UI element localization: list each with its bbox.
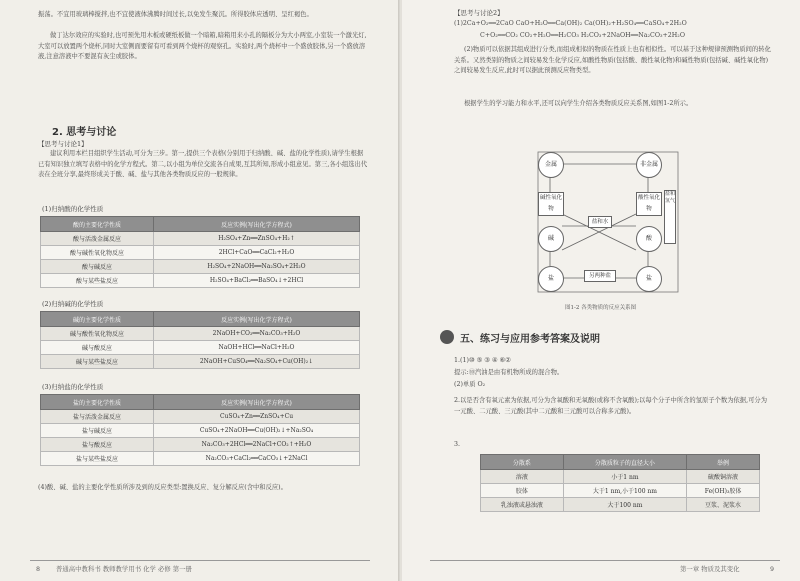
table-cell: 盐与活泼金属反应 — [41, 410, 154, 424]
footer-page-number-right: 9 — [770, 565, 775, 573]
table-cell: 碱与某些盐反应 — [41, 355, 154, 369]
node-basic-oxide: 碱性氧化物 — [538, 192, 564, 216]
table-cell: H₂SO₄+BaCl₂══BaSO₄↓+2HCl — [154, 274, 360, 288]
table-header: 反应实例(写出化学方程式) — [154, 217, 360, 232]
node-salt-left: 盐 — [538, 266, 564, 292]
table-header: 举例 — [687, 455, 760, 470]
node-salt-right: 盐 — [636, 266, 662, 292]
table-cell: 酸与碱性氧化物反应 — [41, 246, 154, 260]
node-acidic-oxide: 酸性氧化物 — [636, 192, 662, 216]
equation-line-2: C+O₂══CO₂ CO₂+H₂O══H₂CO₃ H₂CO₃+2NaOH══Na₂CO₃+2H₂O — [480, 32, 685, 39]
footer-chapter-title: 第一章 物质及其变化 — [680, 565, 740, 573]
paragraph-tyndall: 做丁达尔效应的实验时,也可预先用木板或硬纸板做一个暗箱,暗箱用来小孔的隔板分为大小两室,小室装一个激光灯,大室可以放置两个烧杯,同时大室侧面要留有可看到两个烧杯的观察孔。实验时,两个烧杯中一个盛放胶体,另一个盛放溶液,注意溶液中不要混有灰尘或胶体。 — [38, 32, 367, 60]
base-properties-table — [40, 311, 360, 369]
discussion-label-1: 【思考与讨论1】 — [38, 140, 88, 148]
table-cell: 酸与碱反应 — [41, 260, 154, 274]
table-cell: 酸与活泼金属反应 — [41, 232, 154, 246]
table-row — [41, 260, 360, 274]
table-cell: NaOH+HCl══NaCl+H₂O — [154, 341, 360, 355]
table-cell: 硫酸铜溶液 — [687, 470, 760, 484]
table-row — [41, 246, 360, 260]
node-nonmetal: 非金属 — [636, 152, 662, 178]
node-side-label: 盐和氢气 — [664, 190, 676, 244]
footer-rule-right — [430, 560, 780, 561]
table-row — [41, 438, 360, 452]
figure-caption: 图1-2 各类物质的反应关系图 — [565, 305, 637, 311]
node-base: 碱 — [538, 226, 564, 252]
table-cell: 碱与酸性氧化物反应 — [41, 327, 154, 341]
answer-1: 1.(1)⑩ ⑤ ③ ④ ⑥② — [454, 357, 511, 364]
acid-properties-table — [40, 216, 360, 288]
paragraph-colloid-prep: 振荡。不宜用玻璃棒搅拌,也不宜使液体沸腾时间过长,以免发生聚沉。所得胶体应透明、呈红褐色。 — [38, 11, 313, 18]
table-cell: 大于1 nm,小于100 nm — [563, 484, 686, 498]
table-cell: 2HCl+CaO══CaCl₂+H₂O — [154, 246, 360, 260]
node-two-salts: 另两种盐 — [584, 270, 616, 282]
table1-caption: (1)归纳酸的化学性质 — [42, 205, 104, 213]
reaction-relationship-diagram — [536, 150, 686, 300]
table-cell: CuSO₄+2NaOH══Cu(OH)₂↓+Na₂SO₄ — [154, 424, 360, 438]
section-bullet-icon — [440, 330, 454, 344]
answer-2: 2.以是否含有氧元素为依据,可分为含氧酸和无氧酸(或称不含氧酸);以每个分子中所含的氢原子个数为依据,可分为一元酸、二元酸、三元酸(其中二元酸和三元酸可以合称多元酸)。 — [454, 397, 767, 415]
table-cell: 2NaOH+CO₂══Na₂CO₃+H₂O — [154, 327, 360, 341]
table-row — [41, 232, 360, 246]
discussion-text: 建议利用本栏目组织学生活动,可分为三步。第一,提供三个表格(分别用于归纳酸、碱、盐的化学性质),请学生根据已有知识独立填写表格中的化学方程式。第二,以小组为单位交流各自成果,互其所知,形成小组意见。第三,各小组选出代表在全班分享,最终形成关于酸、碱、盐与其他各类物质反应的一般规律。 — [38, 150, 368, 178]
table-cell: 溶液 — [481, 470, 564, 484]
table-cell: 盐与酸反应 — [41, 438, 154, 452]
table-header: 分散系 — [481, 455, 564, 470]
footer-rule — [30, 560, 370, 561]
table-header: 分散质粒子的直径大小 — [563, 455, 686, 470]
table-cell: 豆浆、泥浆水 — [687, 498, 760, 512]
table-cell: H₂SO₄+Zn══ZnSO₄+H₂↑ — [154, 232, 360, 246]
table-cell: Fe(OH)₃胶体 — [687, 484, 760, 498]
paragraph-figure-intro: 根据学生的学习能力和水平,还可以向学生介绍各类物质反应关系图,如图1-2所示。 — [464, 100, 693, 107]
node-salt-water: 盐和水 — [588, 216, 612, 228]
table-row — [41, 355, 360, 369]
table-cell: 碱与酸反应 — [41, 341, 154, 355]
section-title-discussion: 2. 思考与讨论 — [52, 127, 117, 138]
table-cell: 盐与某些盐反应 — [41, 452, 154, 466]
closing-paragraph: (4)酸、碱、盐的主要化学性质所涉及到的反应类型:置换反应、复分解反应(含中和反应)。 — [38, 484, 287, 491]
table-row — [41, 452, 360, 466]
section-title-exercises: 五、练习与应用参考答案及说明 — [460, 334, 600, 345]
table-row — [481, 484, 760, 498]
table-cell: CuSO₄+Zn══ZnSO₄+Cu — [154, 410, 360, 424]
table-cell: 酸与某些盐反应 — [41, 274, 154, 288]
table-cell: 乳浊液或悬浊液 — [481, 498, 564, 512]
table-cell: 2NaOH+CuSO₄══Na₂SO₄+Cu(OH)₂↓ — [154, 355, 360, 369]
footer-book-title: 普通高中教科书 教师教学用书 化学 必修 第一册 — [56, 565, 192, 573]
table-row — [41, 341, 360, 355]
table-cell: 盐与碱反应 — [41, 424, 154, 438]
node-acid: 酸 — [636, 226, 662, 252]
footer-page-number-left: 8 — [36, 565, 41, 573]
table-header: 反应实例(写出化学方程式) — [154, 395, 360, 410]
table-row — [41, 424, 360, 438]
table-cell: 大于100 nm — [563, 498, 686, 512]
table-row — [481, 498, 760, 512]
table-cell: 小于1 nm — [563, 470, 686, 484]
table3-caption: (3)归纳盐的化学性质 — [42, 383, 104, 391]
table2-caption: (2)归纳碱的化学性质 — [42, 300, 104, 308]
discussion-label-2: 【思考与讨论2】 — [454, 9, 504, 17]
dispersion-systems-table — [480, 454, 760, 512]
table-cell: Na₂CO₃+CaCl₂══CaCO₃↓+2NaCl — [154, 452, 360, 466]
answer-1-part2: (2)单质 O₂ — [454, 381, 486, 388]
table-row — [481, 470, 760, 484]
table-cell: Na₂CO₃+2HCl══2NaCl+CO₂↑+H₂O — [154, 438, 360, 452]
table-row — [41, 274, 360, 288]
table-cell: 胶体 — [481, 484, 564, 498]
equation-line-1: (1)2Ca+O₂══2CaO CaO+H₂O══Ca(OH)₂ Ca(OH)₂+H₂SO₄══CaSO₄+2H₂O — [454, 20, 687, 27]
salt-properties-table — [40, 394, 360, 466]
answer-3-label: 3. — [454, 441, 461, 448]
answer-1-note: 提示:⑩汽油是由有机物所成的混合物。 — [454, 369, 564, 376]
paragraph-classification: (2)物质可以依据其组成进行分类,而组成相似的物质在性质上也有相似性。可以基于这种规律预测物质间的转化关系。又然类别的物质之间较易发生化学反应,如酸性物质(包括酸、酸性氧化物)和碱性物质(包括碱、碱性氧化物)之间较易发生反应,此时可以据此预测反应物类型。 — [454, 46, 771, 74]
node-metal: 金属 — [538, 152, 564, 178]
table-header: 盐的主要化学性质 — [41, 395, 154, 410]
table-cell: H₂SO₄+2NaOH══Na₂SO₄+2H₂O — [154, 260, 360, 274]
table-header: 酸的主要化学性质 — [41, 217, 154, 232]
table-header: 反应实例(写出化学方程式) — [154, 312, 360, 327]
table-row — [41, 410, 360, 424]
table-header: 碱的主要化学性质 — [41, 312, 154, 327]
table-row — [41, 327, 360, 341]
